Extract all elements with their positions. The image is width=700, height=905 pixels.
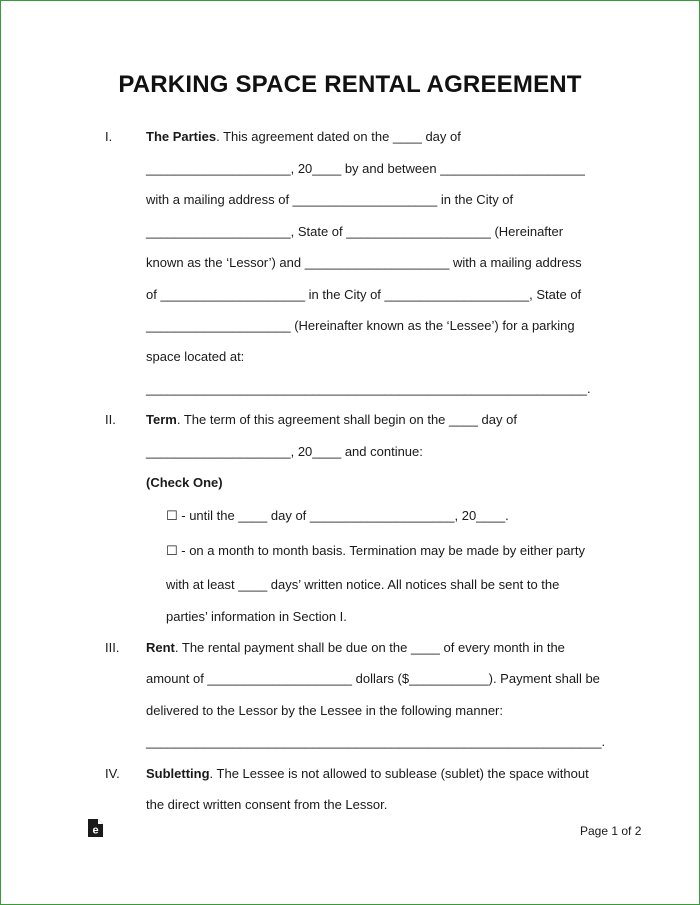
section-term-line: ____________________, 20____ and continue: bbox=[146, 444, 423, 459]
section-rent-line: amount of ____________________ dollars ($___________). Payment shall be bbox=[146, 671, 600, 686]
section-subletting-line bbox=[146, 766, 589, 781]
term-option-month-to-month: ☐ - on a month to month basis. Termination may be made by either party bbox=[166, 543, 585, 558]
eforms-logo-icon bbox=[88, 819, 103, 837]
section-numeral: IV. bbox=[105, 766, 120, 781]
section-parties-line: ____________________, State of ____________________ (Hereinafter bbox=[146, 224, 564, 239]
section-numeral: II. bbox=[105, 412, 116, 427]
section-parties-line: _____________________________________________________________. bbox=[146, 381, 591, 396]
section-parties-line bbox=[146, 129, 461, 144]
section-parties-line: known as the ‘Lessor’) and ____________________ with a mailing address bbox=[146, 255, 582, 270]
section-parties-line: space located at: bbox=[146, 349, 245, 364]
section-text: . This agreement dated on the ____ day of bbox=[216, 129, 461, 144]
svg-text:e: e bbox=[92, 824, 99, 837]
section-text: . The Lessee is not allowed to sublease (sublet) the space without bbox=[209, 766, 589, 781]
term-option-text: with at least ____ days’ written notice. All notices shall be sent to the bbox=[166, 577, 560, 592]
section-rent-line: _______________________________________________________________. bbox=[146, 734, 606, 749]
section-subletting-line: the direct written consent from the Lessor. bbox=[146, 797, 388, 812]
page-title: PARKING SPACE RENTAL AGREEMENT bbox=[118, 71, 582, 98]
section-term-line bbox=[146, 412, 517, 427]
section-text: . The term of this agreement shall begin on the ____ day of bbox=[176, 412, 517, 427]
section-rent-line: delivered to the Lessor by the Lessee in the following manner: bbox=[146, 703, 503, 718]
term-option-until-date: ☐ - until the ____ day of ____________________, 20____. bbox=[166, 508, 509, 523]
section-parties-line: ____________________, 20____ by and between ____________________ bbox=[146, 161, 585, 176]
section-heading: Subletting bbox=[146, 766, 210, 781]
section-heading: Rent bbox=[146, 640, 175, 655]
section-rent-line bbox=[146, 640, 565, 655]
page-number: Page 1 of 2 bbox=[580, 824, 642, 838]
section-numeral: I. bbox=[105, 129, 113, 144]
section-heading: The Parties bbox=[146, 129, 217, 144]
section-numeral: III. bbox=[105, 640, 120, 655]
section-parties-line: ____________________ (Hereinafter known as the ‘Lessee’) for a parking bbox=[146, 318, 575, 333]
check-one-heading: (Check One) bbox=[146, 475, 223, 490]
section-parties-line: with a mailing address of ____________________ in the City of bbox=[146, 192, 514, 207]
section-parties-line: of ____________________ in the City of ____________________, State of bbox=[146, 287, 582, 302]
section-heading: Term bbox=[146, 412, 177, 427]
section-text: . The rental payment shall be due on the ____ of every month in the bbox=[174, 640, 565, 655]
term-option-text: parties’ information in Section I. bbox=[166, 609, 347, 624]
